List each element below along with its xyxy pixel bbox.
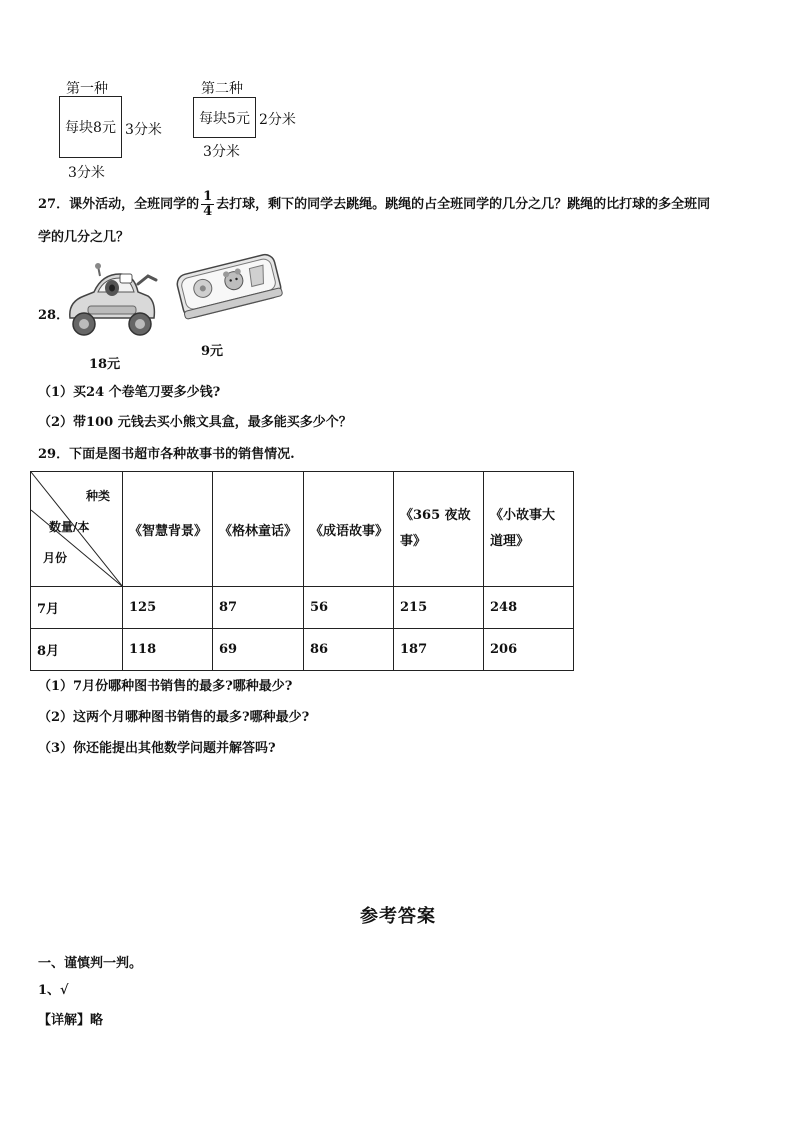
question-29-part-1: （1）7月份哪种图书销售的最多?哪种最少?	[38, 679, 293, 694]
question-27-line-2: 学的几分之几？	[38, 230, 130, 245]
table-cell: 86	[304, 629, 394, 671]
tile-2-price: 每块5元	[199, 110, 250, 127]
question-28-part-1: （1）买24 个卷笔刀要多少钱?	[38, 385, 221, 400]
diagonal-header-cell	[31, 472, 123, 587]
table-cell: 125	[123, 587, 213, 629]
header-category-label: 种类	[86, 489, 111, 503]
tile-2-side-dimension: 2分米	[259, 112, 296, 128]
column-header: 《成语故事》	[304, 472, 394, 587]
table-header-row	[31, 472, 574, 587]
table-cell: 69	[213, 629, 304, 671]
table-cell: 215	[394, 587, 484, 629]
column-header: 《小故事大道理》	[484, 472, 574, 587]
table-cell: 248	[484, 587, 574, 629]
pencil-case-image	[173, 238, 285, 334]
column-header: 《智慧背景》	[123, 472, 213, 587]
sharpener-price: 18元	[89, 357, 121, 372]
table-cell: 56	[304, 587, 394, 629]
table-cell: 206	[484, 629, 574, 671]
question-29-part-3: （3）你还能提出其他数学问题并解答吗?	[38, 741, 276, 756]
tile-1-title: 第一种	[66, 81, 108, 97]
table-cell: 87	[213, 587, 304, 629]
question-28-part-2: （2）带100 元钱去买小熊文具盒，最多能买多少个？	[38, 415, 352, 430]
question-29-intro: 29．下面是图书超市各种故事书的销售情况.	[38, 447, 295, 462]
question-27-text-a: 课外活动，全班同学的	[69, 197, 200, 212]
table-row	[31, 629, 574, 671]
question-27-number: 27．	[38, 197, 70, 212]
table-cell: 118	[123, 629, 213, 671]
tile-2-bottom-dimension: 3分米	[203, 144, 240, 160]
fraction-denominator: 4	[203, 204, 213, 219]
tile-2-box	[193, 97, 256, 138]
fraction-one-quarter	[201, 190, 214, 219]
pencil-case-price: 9元	[201, 344, 224, 359]
row-month: 8月	[31, 629, 123, 671]
table-row	[31, 587, 574, 629]
table-cell: 187	[394, 629, 484, 671]
answers-heading: 参考答案	[360, 906, 436, 927]
tile-2-title: 第二种	[201, 81, 243, 97]
tile-1-side-dimension: 3分米	[125, 122, 162, 138]
question-27-text-b: 去打球，剩下的同学去跳绳。跳绳的占全班同学的几分之几？跳绳的比打球的多全班同	[216, 197, 711, 212]
answers-section-1: 一、谨慎判一判。	[38, 956, 143, 971]
tile-1-box	[59, 96, 122, 158]
pencil-sharpener-car-image	[64, 262, 160, 346]
answer-detail: 【详解】略	[38, 1013, 104, 1028]
question-29-part-2: （2）这两个月哪种图书销售的最多?哪种最少?	[38, 710, 310, 725]
question-27	[38, 190, 710, 219]
fraction-numerator: 1	[203, 189, 213, 204]
tile-1-price: 每块8元	[65, 120, 116, 136]
book-sales-table	[30, 471, 574, 671]
header-quantity-label: 数量/本	[49, 520, 90, 534]
column-header: 《格林童话》	[213, 472, 304, 587]
tile-1-bottom-dimension: 3分米	[68, 165, 105, 181]
header-month-label: 月份	[43, 551, 68, 565]
answer-item-1: 1、√	[38, 983, 69, 998]
row-month: 7月	[31, 587, 123, 629]
question-28-number: 28．	[38, 308, 70, 323]
column-header: 《365 夜故事》	[394, 472, 484, 587]
